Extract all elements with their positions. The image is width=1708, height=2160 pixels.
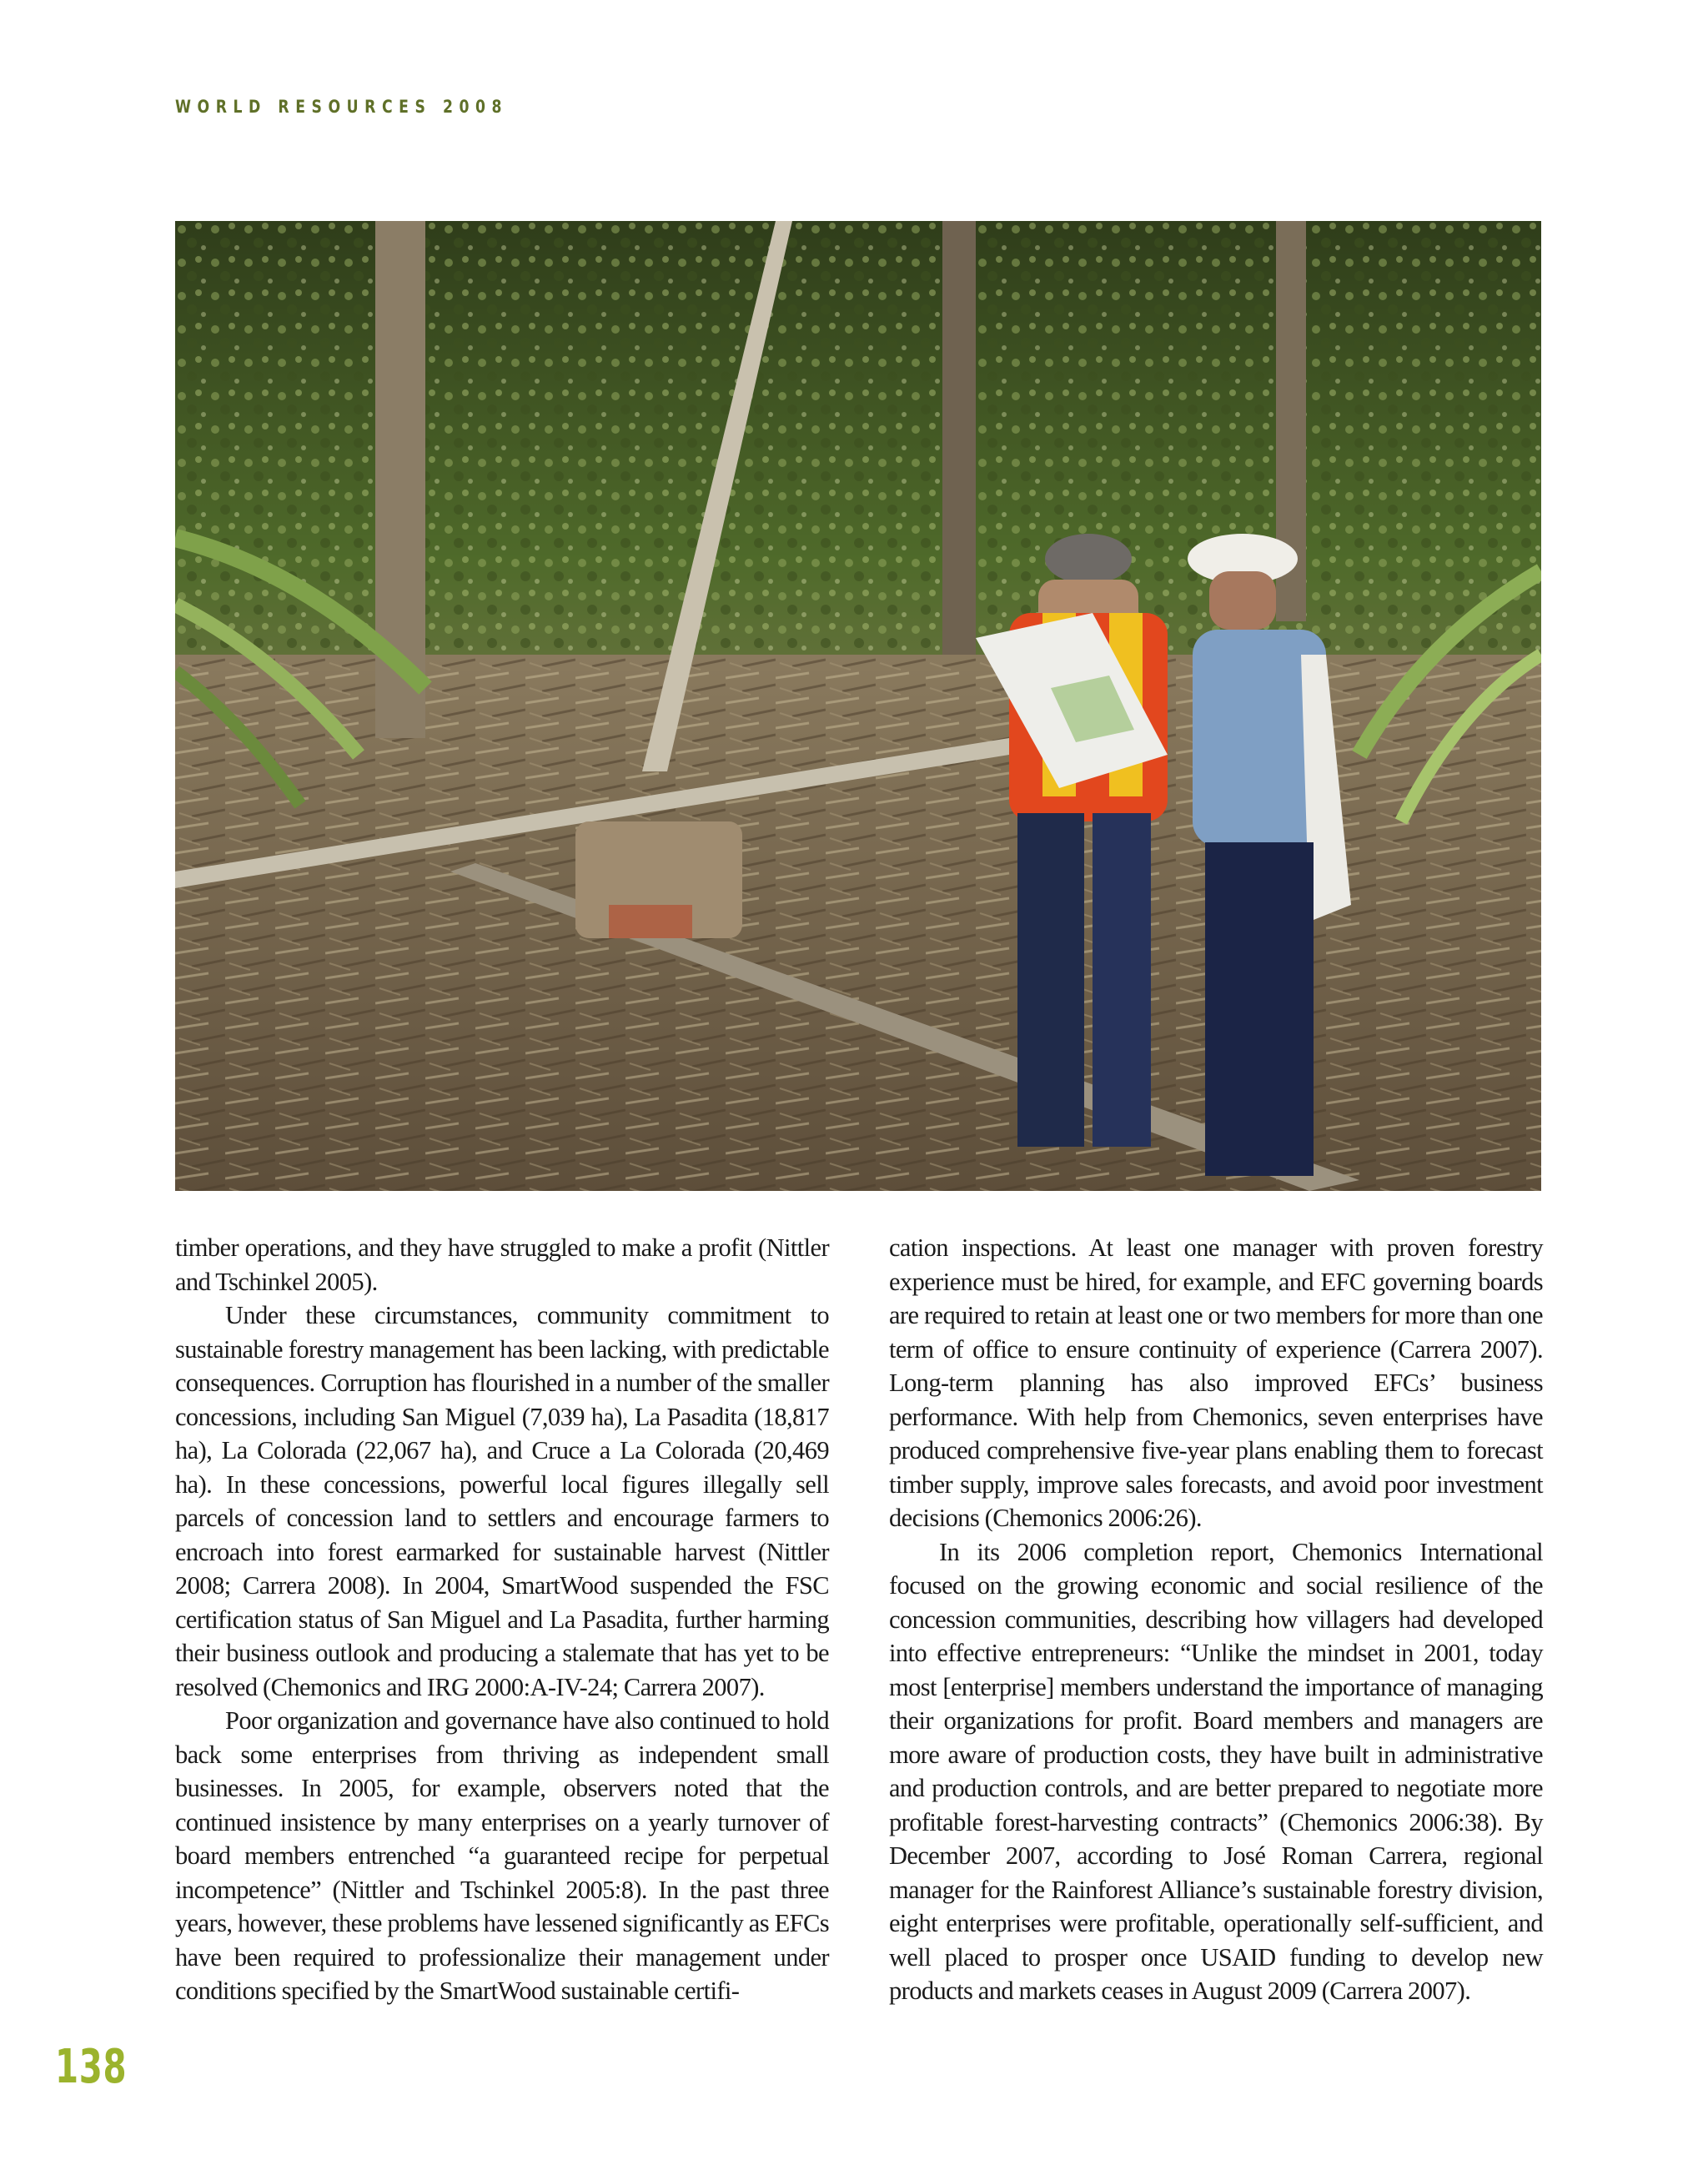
body-column-left [175, 1231, 829, 2008]
forest-photo [175, 221, 1541, 1191]
paragraph: timber operations, and they have struggled to make a profit (Nittler and Tschinkel 2005). [175, 1233, 829, 1296]
paragraph: Poor organization and governance have also continued to hold back some enterprises from thriving as independent small businesses. In 2005, for example, observers noted that the continued insistence by many enterprises on a yearly turnover of board members entrenched “a guaranteed recipe for perpetual incompetence” (Nittler and Tschinkel 2005:8). In the past three years, however, these problems have lessened significantly as EFCs have been required to professionalize their management under conditions specified by the SmartWood sustainable certifi- [175, 1706, 829, 2005]
paragraph: cation inspections. At least one manager with proven forestry experience must be hired, for example, and EFC governing boards are required to retain at least one or two members for more than one term of office to ensure continuity of experience (Carrera 2007). Long-term planning has also improved EFCs’ business performance. With help from Chemonics, seven enterprises have produced comprehensive five-year plans enabling them to forecast timber supply, improve sales forecasts, and avoid poor investment decisions (Chemonics 2006:26). [889, 1233, 1543, 1532]
page-number: 138 [55, 2040, 128, 2094]
forest-scene-illustration [175, 221, 1541, 1191]
paragraph: In its 2006 completion report, Chemonics International focused on the growing economic and social resilience of the concession communities, describing how villagers had developed into effective entrepreneurs: “Unlike the mindset in 2001, today most [enterprise] members understand the importance of managing their organizations for profit. Board members and managers are more aware of production costs, they have built in administrative and production controls, and are better prepared to negotiate more profitable forest-harvesting contracts” (Chemonics 2006:38). By December 2007, according to José Roman Carrera, regional manager for the Rainforest Alliance’s sustainable forestry division, eight enterprises were profitable, operationally self-sufficient, and well placed to prosper once USAID funding to develop new products and markets ceases in August 2009 (Carrera 2007). [889, 1537, 1543, 2005]
body-column-right [889, 1231, 1543, 2008]
running-header-title: WORLD RESOURCES 2008 [175, 97, 509, 117]
paragraph: Under these circumstances, community commitment to sustainable forestry management has been lacking, with predictable consequences. Corruption has flourished in a number of the smaller concessions, including San Miguel (7,039 ha), La Pasadita (18,817 ha), La Colorada (22,067 ha), and Cruce a La Colorada (20,469 ha). In these concessions, powerful local figures illegally sell parcels of concession land to settlers and encourage farmers to encroach into forest earmarked for sustainable harvest (Nittler 2008; Carrera 2008). In 2004, SmartWood suspended the FSC certification status of San Miguel and La Pasadita, further harming their business outlook and producing a stalemate that has yet to be resolved (Chemonics and IRG 2000:A-IV-24; Carrera 2007). [175, 1301, 829, 1701]
